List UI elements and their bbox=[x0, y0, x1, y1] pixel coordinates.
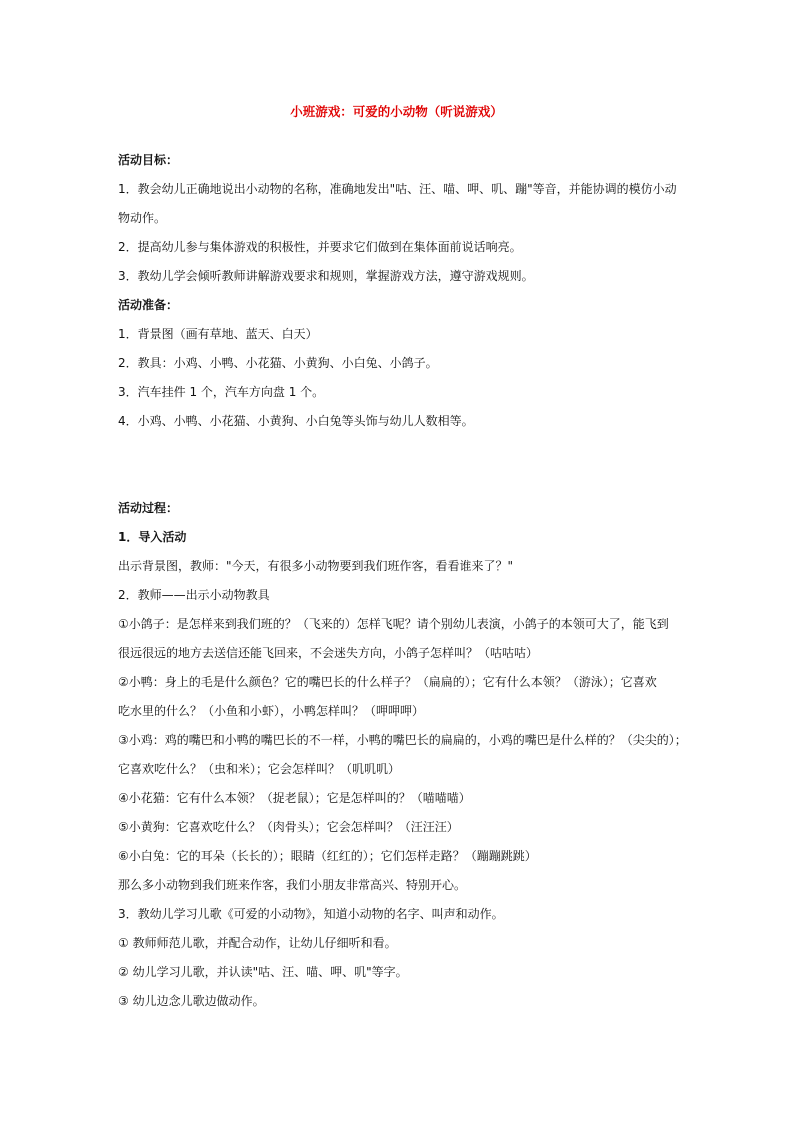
prep-heading: 活动准备： bbox=[118, 298, 179, 312]
process-line: ④小花猫：它有什么本领？（捉老鼠）；它是怎样叫的？（喵喵喵） bbox=[118, 791, 471, 805]
process-line: ③ 幼儿边念儿歌边做动作。 bbox=[118, 994, 265, 1008]
process-line: ① 教师师范儿歌，并配合动作，让幼儿仔细听和看。 bbox=[118, 936, 397, 950]
process-line: 那么多小动物到我们班来作客，我们小朋友非常高兴、特别开心。 bbox=[118, 878, 467, 892]
prep-item-1: 1．背景图（画有草地、蓝天、白天） bbox=[118, 327, 318, 341]
process-line: ⑥小白兔：它的耳朵（长长的）；眼睛（红红的）；它们怎样走路？（蹦蹦跳跳） bbox=[118, 849, 537, 863]
process-line: ② 幼儿学习儿歌，并认读"咕、汪、喵、呷、叽"等字。 bbox=[118, 965, 408, 979]
process-heading: 活动过程： bbox=[118, 501, 179, 515]
process-line: 3．教幼儿学习儿歌《可爱的小动物》，知道小动物的名字、叫声和动作。 bbox=[118, 907, 504, 921]
process-line: ⑤小黄狗：它喜欢吃什么？（肉骨头）；它会怎样叫？（汪汪汪） bbox=[118, 820, 459, 834]
process-line: ①小鸽子：是怎样来到我们班的？（飞来的）怎样飞呢？请个别幼儿表演，小鸽子的本领可大了，能飞到 bbox=[118, 617, 669, 631]
prep-item-2: 2．教具：小鸡、小鸭、小花猫、小黄狗、小白兔、小鸽子。 bbox=[118, 356, 438, 370]
prep-item-4: 4．小鸡、小鸭、小花猫、小黄狗、小白兔等头饰与幼儿人数相等。 bbox=[118, 414, 474, 428]
process-line: 吃水里的什么？（小鱼和小虾），小鸭怎样叫？（呷呷呷） bbox=[118, 704, 425, 718]
document-title: 小班游戏：可爱的小动物（听说游戏） bbox=[290, 104, 503, 119]
prep-item-3: 3．汽车挂件 1 个，汽车方向盘 1 个。 bbox=[118, 385, 325, 399]
process-line: 它喜欢吃什么？（虫和米）；它会怎样叫？（叽叽叽） bbox=[118, 762, 401, 776]
goals-heading: 活动目标： bbox=[118, 153, 179, 167]
process-line: 2．教师——出示小动物教具 bbox=[118, 588, 270, 602]
goal-item-2: 2．提高幼儿参与集体游戏的积极性，并要求它们做到在集体面前说话响亮。 bbox=[118, 240, 522, 254]
process-line: 出示背景图，教师："今天，有很多小动物要到我们班作客，看看谁来了？" bbox=[118, 559, 514, 573]
process-line: ③小鸡：鸡的嘴巴和小鸭的嘴巴长的不一样，小鸭的嘴巴长的扁扁的，小鸡的嘴巴是什么样的？（尖尖的）； bbox=[118, 733, 687, 747]
process-line: ②小鸭：身上的毛是什么颜色？它的嘴巴长的什么样子？（扁扁的）；它有什么本领？（游泳）；它喜欢 bbox=[118, 675, 657, 689]
process-sub-1: 1．导入活动 bbox=[118, 530, 187, 544]
goal-item-1-cont: 物动作。 bbox=[118, 211, 167, 225]
goal-item-1: 1．教会幼儿正确地说出小动物的名称，准确地发出"咕、汪、喵、呷、叽、蹦"等音，并能协调的模仿小动 bbox=[118, 182, 677, 196]
process-line: 很远很远的地方去送信还能飞回来，不会迷失方向，小鸽子怎样叫？（咕咕咕） bbox=[118, 646, 539, 660]
goal-item-3: 3．教幼儿学会倾听教师讲解游戏要求和规则，掌握游戏方法，遵守游戏规则。 bbox=[118, 269, 534, 283]
